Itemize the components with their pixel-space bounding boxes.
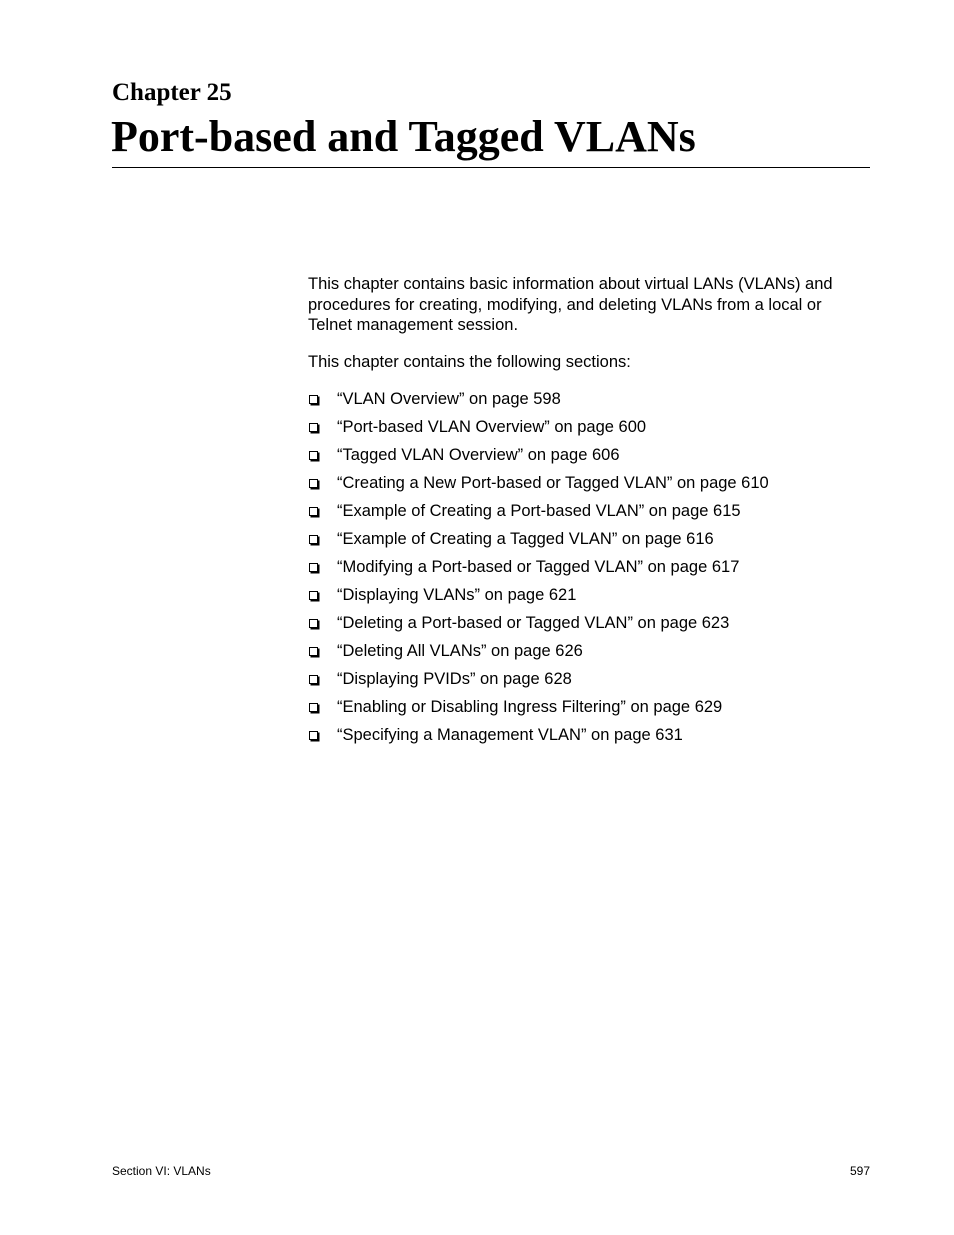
- section-link[interactable]: [308, 529, 868, 557]
- section-link-text[interactable]: “Creating a New Port-based or Tagged VLAN” on page 610: [337, 474, 769, 492]
- checkbox-bullet-icon: [309, 423, 318, 432]
- chapter-title: Port-based and Tagged VLANs: [111, 112, 696, 161]
- intro-paragraph: This chapter contains basic information about virtual LANs (VLANs) and procedures for creating, modifying, and deleting VLANs from a local or Telnet management session.: [308, 275, 833, 334]
- checkbox-bullet-icon: [309, 703, 318, 712]
- checkbox-bullet-icon: [309, 451, 318, 460]
- section-link[interactable]: [308, 641, 868, 669]
- section-link-text[interactable]: “VLAN Overview” on page 598: [337, 390, 561, 408]
- section-link-text[interactable]: “Example of Creating a Port-based VLAN” on page 615: [337, 502, 741, 520]
- checkbox-bullet-icon: [309, 535, 318, 544]
- checkbox-bullet-icon: [309, 563, 318, 572]
- checkbox-bullet-icon: [309, 675, 318, 684]
- section-link-text[interactable]: “Modifying a Port-based or Tagged VLAN” on page 617: [337, 558, 740, 576]
- section-link-text[interactable]: “Deleting All VLANs” on page 626: [337, 642, 583, 660]
- section-link[interactable]: [308, 669, 868, 697]
- sections-lead-paragraph: This chapter contains the following sections:: [308, 352, 631, 371]
- checkbox-bullet-icon: [309, 619, 318, 628]
- section-link-text[interactable]: “Tagged VLAN Overview” on page 606: [337, 446, 620, 464]
- section-link[interactable]: [308, 557, 868, 585]
- section-link-text[interactable]: “Deleting a Port-based or Tagged VLAN” on page 623: [337, 614, 730, 632]
- checkbox-bullet-icon: [309, 591, 318, 600]
- checkbox-bullet-icon: [309, 507, 318, 516]
- checkbox-bullet-icon: [309, 731, 318, 740]
- chapter-label: Chapter 25: [112, 79, 232, 106]
- footer-page-number: 597: [849, 1164, 870, 1178]
- section-link[interactable]: [308, 501, 868, 529]
- checkbox-bullet-icon: [309, 395, 318, 404]
- chapter-body: [308, 274, 868, 753]
- section-link[interactable]: [308, 585, 868, 613]
- section-link[interactable]: [308, 473, 868, 501]
- section-link[interactable]: [308, 697, 868, 725]
- section-link[interactable]: [308, 613, 868, 641]
- footer-section-name: Section VI: VLANs: [112, 1164, 211, 1178]
- section-link[interactable]: [308, 389, 868, 417]
- section-link[interactable]: [308, 417, 868, 445]
- title-divider: [112, 167, 870, 168]
- section-link-text[interactable]: “Port-based VLAN Overview” on page 600: [337, 418, 647, 436]
- section-link-text[interactable]: “Specifying a Management VLAN” on page 631: [337, 726, 683, 744]
- section-list: [308, 389, 868, 753]
- section-link-text[interactable]: “Displaying VLANs” on page 621: [337, 586, 577, 604]
- section-link[interactable]: [308, 725, 868, 753]
- section-link-text[interactable]: “Enabling or Disabling Ingress Filtering” on page 629: [337, 698, 723, 716]
- section-link-text[interactable]: “Displaying PVIDs” on page 628: [337, 670, 572, 688]
- section-link[interactable]: [308, 445, 868, 473]
- section-link-text[interactable]: “Example of Creating a Tagged VLAN” on page 616: [337, 530, 714, 548]
- checkbox-bullet-icon: [309, 479, 318, 488]
- checkbox-bullet-icon: [309, 647, 318, 656]
